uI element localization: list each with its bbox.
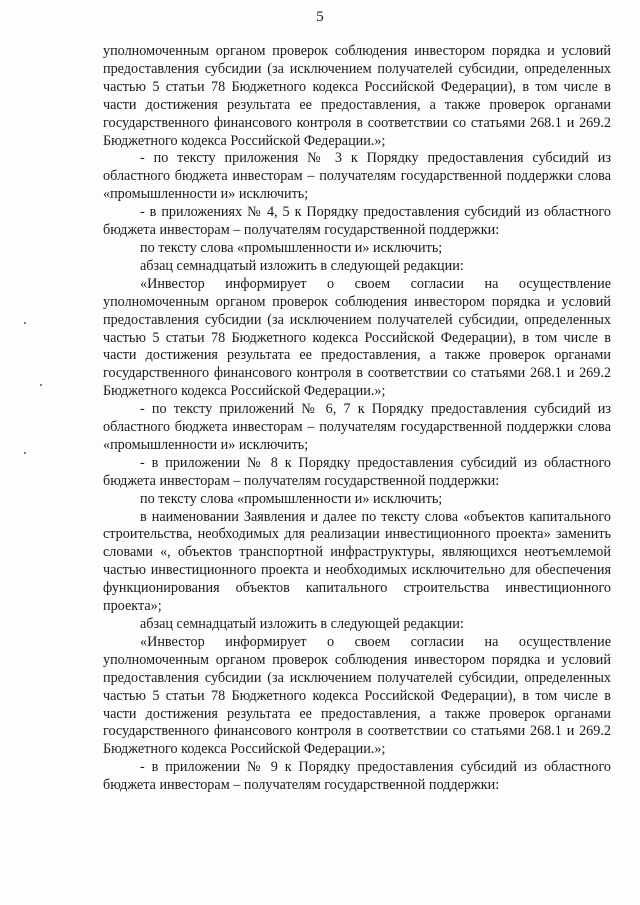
paragraph-quote: «Инвестор информирует о своем согласии на осуществление уполномоченным органом проверок соблюдения инвестором порядка и условий предоставления субсидии (за исключением получателей субсидии, определенных частью 5 статьи 78 Бюджетного кодекса Российской Федерации), в том числе в части достижения результата ее предоставления, а также проверок органами государственного финансового контроля в соответствии со статьями 268.1 и 269.2 Бюджетного кодекса Российской Федерации.»; [103,275,611,400]
page-number: 5 [316,9,324,25]
document-body [103,43,611,795]
paragraph: - по тексту приложений № 6, 7 к Порядку предоставления субсидий из областного бюджета инвесторам – получателям государственной поддержки слова «промышленности и» исключить; [103,401,611,453]
paragraph-continuation: уполномоченным органом проверок соблюдения инвестором порядка и условий предоставления субсидии (за исключением получателей субсидии, определенных частью 5 статьи 78 Бюджетного кодекса Российской Федерации), в том числе в части достижения результата ее предоставления, а также проверок органами государственного финансового контроля в соответствии со статьями 268.1 и 269.2 Бюджетного кодекса Российской Федерации.»; [103,43,611,149]
paragraph: - в приложениях № 4, 5 к Порядку предоставления субсидий из областного бюджета инвесторам – получателям государственной поддержки: [103,204,611,239]
scan-speck [24,322,26,324]
paragraph: - в приложении № 9 к Порядку предоставления субсидий из областного бюджета инвесторам – получателям государственной поддержки: [103,759,611,794]
paragraph: абзац семнадцатый изложить в следующей редакции: [140,616,464,632]
paragraph: в наименовании Заявления и далее по тексту слова «объектов капитального строительства, необходимых для реализации инвестиционного проекта» заменить словами «, объектов транспортной инфраструктуры, являющихся неотъемлемой частью инвестиционного проекта и необходимых исключительно для обеспечения функционирования объектов капитального строительства инвестиционного проекта»; [103,508,611,615]
paragraph: по тексту слова «промышленности и» исключить; [140,239,443,256]
scan-speck [24,452,26,454]
paragraph: - в приложении № 8 к Порядку предоставления субсидий из областного бюджета инвесторам – получателям государственной поддержки: [103,454,611,489]
paragraph: - по тексту приложения № 3 к Порядку предоставления субсидий из областного бюджета инвесторам – получателям государственной поддержки слова «промышленности и» исключить; [103,150,611,203]
paragraph: абзац семнадцатый изложить в следующей редакции: [140,257,464,274]
paragraph-quote: «Инвестор информирует о своем согласии на осуществление уполномоченным органом проверок соблюдения инвестором порядка и условий предоставления субсидии (за исключением получателей субсидии, определенных частью 5 статьи 78 Бюджетного кодекса Российской Федерации), в том числе в части достижения результата ее предоставления, а также проверок органами государственного финансового контроля в соответствии со статьями 268.1 и 269.2 Бюджетного кодекса Российской Федерации.»; [103,633,611,758]
scan-speck [40,384,42,386]
paragraph: по тексту слова «промышленности и» исключить; [140,490,443,507]
